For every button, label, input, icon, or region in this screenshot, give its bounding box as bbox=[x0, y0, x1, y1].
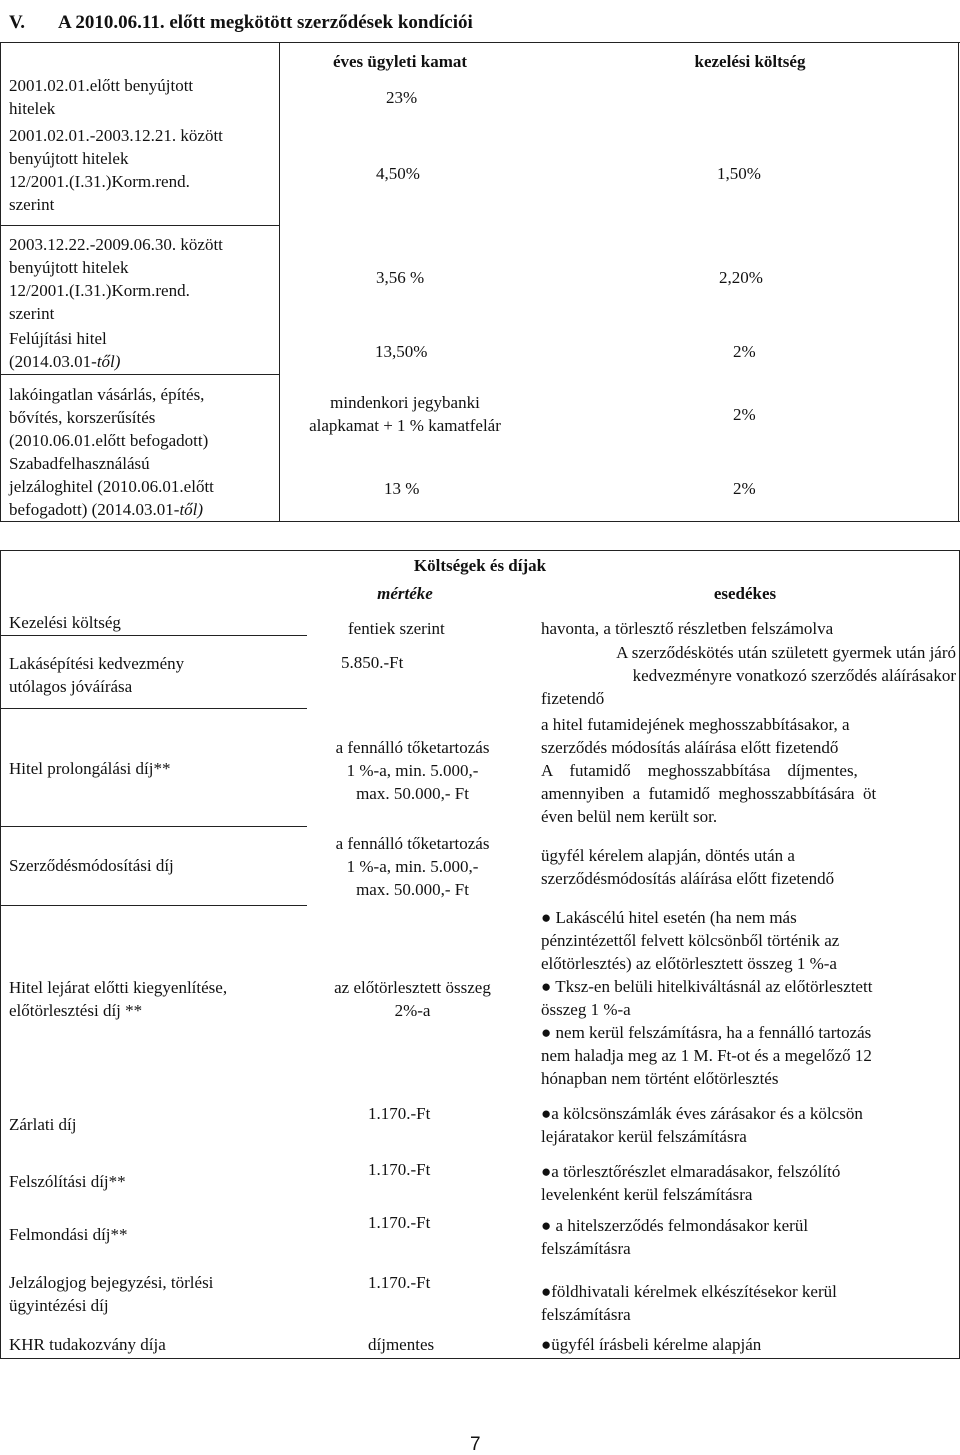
table-border-left bbox=[0, 42, 1, 522]
page-number: 7 bbox=[470, 1434, 481, 1455]
fee-name-housing-allowance: Lakásépítési kedvezmény utólagos jóváírása bbox=[9, 654, 185, 696]
header-interest: éves ügyleti kamat bbox=[332, 52, 468, 71]
row-divider bbox=[1, 905, 307, 906]
value-fee-r5: 2% bbox=[733, 405, 756, 424]
fee-name-closing: Zárlati díj bbox=[9, 1115, 77, 1134]
col-amount-header: mértéke bbox=[377, 584, 433, 603]
fee-due-khr-inquiry: ●ügyfél írásbeli kérelme alapján bbox=[541, 1335, 762, 1354]
section-title bbox=[9, 10, 473, 36]
fee-amount-prolongation: a fennálló tőketartozás 1 %-a, min. 5.000,- max. 50.000,- Ft bbox=[335, 738, 490, 803]
row-label-2003-2009: 2003.12.22.-2009.06.30. között benyújtott hitelek 12/2001.(I.31.)Korm.rend. szerint bbox=[9, 235, 223, 323]
value-interest-r3: 3,56 % bbox=[376, 268, 425, 287]
table-column-divider bbox=[279, 42, 280, 522]
fee-name-reminder: Felszólítási díj** bbox=[9, 1172, 126, 1191]
fee-due-management: havonta, a törlesztő részletben felszámolva bbox=[541, 619, 834, 638]
fee-due-closing: ●a kölcsönszámlák éves zárásakor és a kölcsön lejáratakor kerül felszámításra bbox=[541, 1104, 863, 1146]
value-fee-r3: 2,20% bbox=[719, 268, 763, 287]
section-title-text: A 2010.06.11. előtt megkötött szerződések kondíciói bbox=[58, 12, 473, 33]
fee-amount-khr-inquiry: díjmentes bbox=[368, 1335, 435, 1354]
header-fee: kezelési költség bbox=[694, 52, 806, 71]
value-interest-r4: 13,50% bbox=[375, 342, 428, 361]
fee-amount-termination: 1.170.-Ft bbox=[368, 1213, 431, 1232]
table-border-right bbox=[958, 42, 959, 522]
fee-name-management: Kezelési költség bbox=[9, 613, 121, 632]
fee-due-termination: ● a hitelszerződés felmondásakor kerül felszámításra bbox=[541, 1216, 809, 1258]
fee-due-housing-allowance: A szerződéskötés után született gyermek után járó kedvezményre vonatkozó szerződés aláírásakor fizetendő bbox=[541, 643, 956, 708]
row-divider bbox=[1, 708, 307, 709]
value-interest-r2: 4,50% bbox=[376, 164, 420, 183]
value-interest-r5: mindenkori jegybanki alapkamat + 1 % kamatfelár bbox=[309, 393, 501, 435]
value-interest-r6: 13 % bbox=[384, 479, 420, 498]
section-number: V. bbox=[9, 12, 26, 33]
fee-due-prolongation: a hitel futamidejének meghosszabbításakor, a szerződés módosítás aláírása előtt fizetendő A futamidő meghosszabbítása díjmentes, amennyiben a futamidő meghosszabbítására öt éven belül nem került sor. bbox=[541, 715, 877, 826]
fee-due-early-repayment: ● Lakáscélú hitel esetén (ha nem más pénzintézettől felvett kölcsönből történik az előtörlesztés) az előtörlesztett összeg 1 %-a ● Tksz-en belüli hitelkiváltásnál az előtörlesztett összeg 1 %-a ● nem kerül felszámításra, ha a fennálló tartozás nem haladja meg az 1 M. Ft-ot és a megelőző 12 hónapban nem történt előtörlesztés bbox=[541, 908, 873, 1088]
fee-due-mortgage-registration: ●földhivatali kérelmek elkészítésekor kerül felszámításra bbox=[541, 1282, 837, 1324]
fee-amount-closing: 1.170.-Ft bbox=[368, 1104, 431, 1123]
row-label-pre-2001: 2001.02.01.előtt benyújtott hitelek bbox=[9, 76, 194, 118]
fee-name-prolongation: Hitel prolongálási díj** bbox=[9, 759, 171, 778]
row-label-2001-2003: 2001.02.01.-2003.12.21. között benyújtott hitelek 12/2001.(I.31.)Korm.rend. szerint bbox=[9, 126, 223, 214]
fee-amount-mortgage-registration: 1.170.-Ft bbox=[368, 1273, 431, 1292]
value-fee-r4: 2% bbox=[733, 342, 756, 361]
value-fee-r2: 1,50% bbox=[717, 164, 761, 183]
fee-amount-housing-allowance: 5.850.-Ft bbox=[341, 653, 404, 672]
row-label-free-use-mortgage: Szabadfelhasználású jelzáloghitel (2010.06.01.előtt befogadott) (2014.03.01-től) bbox=[9, 454, 214, 519]
value-interest-r1: 23% bbox=[386, 88, 418, 107]
value-fee-r6: 2% bbox=[733, 479, 756, 498]
fee-amount-reminder: 1.170.-Ft bbox=[368, 1160, 431, 1179]
fee-name-mortgage-registration: Jelzálogjog bejegyzési, törlési ügyintézési díj bbox=[9, 1273, 214, 1315]
row-label-housing-purchase: lakóingatlan vásárlás, építés, bővítés, korszerűsítés (2010.06.01.előtt befogadott) bbox=[9, 385, 209, 450]
fee-name-contract-modification: Szerződésmódosítási díj bbox=[9, 856, 174, 875]
fee-amount-early-repayment: az előtörlesztett összeg 2%-a bbox=[334, 978, 491, 1020]
fee-name-termination: Felmondási díj** bbox=[9, 1225, 128, 1244]
fee-due-reminder: ●a törlesztőrészlet elmaradásakor, felszólító levelenként kerül felszámításra bbox=[541, 1162, 841, 1204]
row-divider bbox=[1, 826, 307, 827]
row-divider bbox=[0, 374, 280, 375]
row-label-renovation-loan: Felújítási hitel (2014.03.01-től) bbox=[9, 329, 121, 371]
fee-name-khr-inquiry: KHR tudakozvány díja bbox=[9, 1335, 166, 1354]
row-divider bbox=[0, 225, 280, 226]
fee-name-early-repayment: Hitel lejárat előtti kiegyenlítése, előtörlesztési díj ** bbox=[9, 978, 228, 1020]
fees-title: Költségek és díjak bbox=[413, 556, 547, 575]
fee-due-contract-modification: ügyfél kérelem alapján, döntés után a szerződésmódosítás aláírása előtt fizetendő bbox=[541, 846, 835, 888]
row-divider bbox=[1, 635, 307, 636]
fee-amount-contract-modification: a fennálló tőketartozás 1 %-a, min. 5.000,- max. 50.000,- Ft bbox=[335, 834, 490, 899]
fee-amount-management: fentiek szerint bbox=[348, 619, 445, 638]
col-due-header: esedékes bbox=[713, 584, 777, 603]
